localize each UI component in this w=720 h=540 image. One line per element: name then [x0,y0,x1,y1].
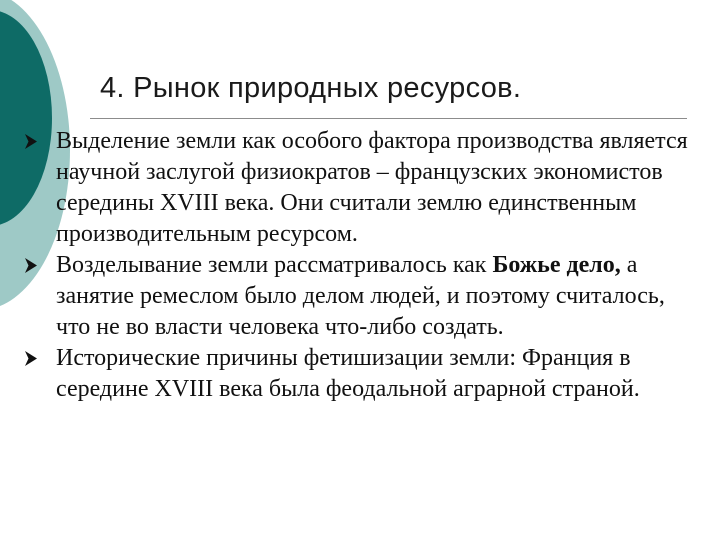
bullet-text: Возделывание земли рассматривалось как [56,252,493,278]
arrowhead-bullet-icon [25,343,39,374]
bullet-bold-text: Божье дело, [492,252,621,278]
bullet-text: Выделение земли как особого фактора производства является научной заслугой физиократов – французских экономистов середины XVIII века. Они считали землю единственным производительным ресурсом. [56,128,688,247]
bullet-item-1 [56,126,696,250]
arrowhead-bullet-icon [25,250,39,281]
bullet-text: а занятие ремеслом было делом людей, и поэтому считалось, что не во власти человека что-либо создать. [56,252,665,340]
bullet-item-2 [56,250,696,343]
slide-title: 4. Рынок природных ресурсов. [100,72,522,104]
bullet-text: Исторические причины фетишизации земли: Франция в середине XVIII века была феодальной аграрной страной. [56,345,640,402]
arrowhead-bullet-icon [25,126,39,157]
bullet-item-3 [56,343,696,405]
bullet-list [56,126,696,405]
title-divider [90,118,687,119]
